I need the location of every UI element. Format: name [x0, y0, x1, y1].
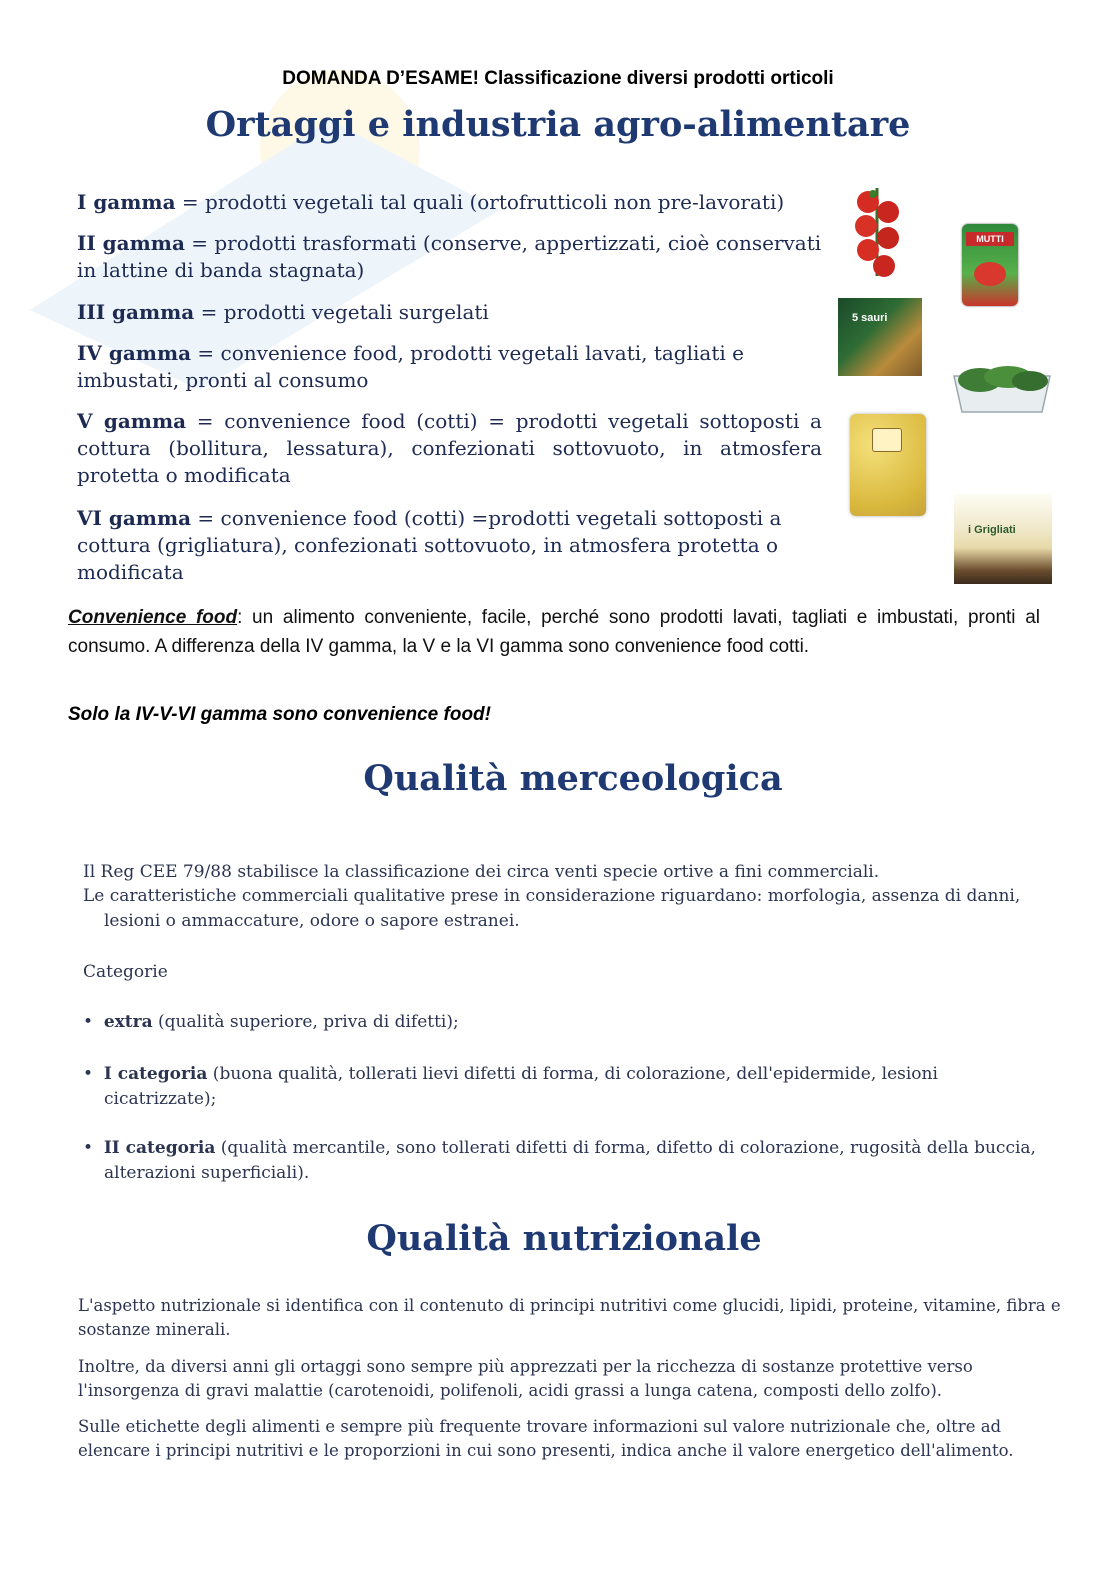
category-desc: (qualità superiore, priva di difetti);: [152, 1012, 459, 1032]
category-item-second: [83, 1136, 1054, 1186]
category-desc: (buona qualità, tollerati lievi difetti di forma, di colorazione, dell'epidermide, lesioni cicatrizzate);: [104, 1064, 938, 1109]
gamma-label: I gamma: [77, 190, 176, 214]
gamma-label: III gamma: [77, 300, 195, 324]
tomato-bunch-image: [846, 186, 908, 282]
frozen-brand-label: 5 sauri: [852, 312, 888, 324]
gamma-label: II gamma: [77, 231, 185, 255]
gamma-label: V gamma: [77, 409, 187, 433]
gamma-text: = convenience food (cotti) = prodotti vegetali sottoposti a cottura (bollitura, lessatura), confezionati sottovuoto, in atmosfera protetta o modificata: [77, 409, 822, 487]
nutrition-paragraph: L'aspetto nutrizionale si identifica con il contenuto di principi nutritivi come glucidi, lipidi, proteine, vitamine, fibra e sostanze minerali.: [78, 1296, 1061, 1339]
potato-vacuum-pack-image: [850, 414, 926, 516]
convenience-food-definition: [68, 603, 1040, 661]
gamma-text: = prodotti vegetali surgelati: [194, 300, 489, 324]
regulation-text: Il Reg CEE 79/88 stabilisce la classificazione dei circa venti specie ortive a fini commerciali.: [83, 862, 880, 882]
bullet-icon: •: [83, 1012, 104, 1032]
gamma-text: = convenience food, prodotti vegetali lavati, tagliati e imbustati, pronti al consumo: [77, 341, 744, 392]
gamma-label: IV gamma: [77, 341, 192, 365]
gamma-item-6: [77, 505, 787, 586]
salad-tray-image: [950, 362, 1054, 414]
gamma-item-1: [77, 189, 817, 216]
gamma-text: = prodotti vegetali tal quali (ortofrutticoli non pre-lavorati): [175, 190, 785, 214]
pack-label: [872, 428, 902, 452]
category-name: II categoria: [103, 1138, 216, 1158]
gamma-label: VI gamma: [77, 506, 192, 530]
slide-title-qualita-merceologica: Qualità merceologica: [363, 758, 783, 799]
nutrition-paragraph: Inoltre, da diversi anni gli ortaggi sono sempre più apprezzati per la ricchezza di sostanze protettive verso l'insorgenza di gravi malattie (carotenoidi, polifenoli, acidi grassi a lunga catena, composti dello zolfo).: [78, 1357, 973, 1400]
convenience-note: Solo la IV-V-VI gamma sono convenience food!: [68, 704, 491, 725]
convenience-definition-text: : un alimento conveniente, facile, perché sono prodotti lavati, tagliati e imbustati, pronti al consumo. A differenza della IV gamma, la V e la VI gamma sono convenience food cotti.: [68, 607, 1040, 657]
category-desc: (qualità mercantile, sono tollerati difetti di forma, difetto di colorazione, rugosità della buccia, alterazioni superficiali).: [104, 1138, 1036, 1183]
grilled-vegetables-pack-image: [954, 494, 1052, 584]
slide-title-ortaggi: Ortaggi e industria agro-alimentare: [205, 104, 911, 145]
category-name: I categoria: [103, 1064, 208, 1084]
mutti-can-image: [962, 224, 1018, 306]
gamma-text: = prodotti trasformati (conserve, appertizzati, cioè conservati in lattine di banda stagnata): [77, 231, 822, 282]
gamma-item-2: [77, 230, 822, 284]
gamma-item-4: [77, 340, 747, 394]
grill-brand-label: i Grigliati: [968, 524, 1016, 536]
gamma-item-5: [77, 408, 822, 489]
gamma-item-3: [77, 299, 817, 326]
bullet-icon: •: [83, 1064, 104, 1084]
categories-heading: Categorie: [83, 962, 168, 982]
bullet-icon: •: [83, 1138, 104, 1158]
gamma-text: = convenience food (cotti) =prodotti vegetali sottoposti a cottura (grigliatura), confezionati sottovuoto, in atmosfera protetta o modificata: [77, 506, 782, 584]
convenience-term: Convenience food: [68, 607, 238, 628]
frozen-vegetables-bag-image: [838, 298, 922, 376]
tomato-graphic: [974, 262, 1006, 286]
characteristics-text: Le caratteristiche commerciali qualitative prese in considerazione riguardano: morfologia, assenza di danni, lesioni o ammaccature, odore o sapore estranei.: [83, 886, 1021, 931]
exam-question-header: DOMANDA D’ESAME! Classificazione diversi prodotti orticoli: [282, 68, 834, 89]
nutrition-paragraph: Sulle etichette degli alimenti e sempre più frequente trovare informazioni sul valore nutrizionale che, oltre ad elencare i principi nutritivi e le proporzioni in cui sono presenti, indica anche il valore energetico dell'alimento.: [78, 1417, 1014, 1460]
category-name: extra: [103, 1012, 153, 1032]
slide-title-qualita-nutrizionale: Qualità nutrizionale: [366, 1218, 762, 1259]
can-brand-label: MUTTI: [966, 232, 1014, 246]
category-item-extra: [83, 1010, 1054, 1035]
category-item-first: [83, 1062, 1054, 1112]
